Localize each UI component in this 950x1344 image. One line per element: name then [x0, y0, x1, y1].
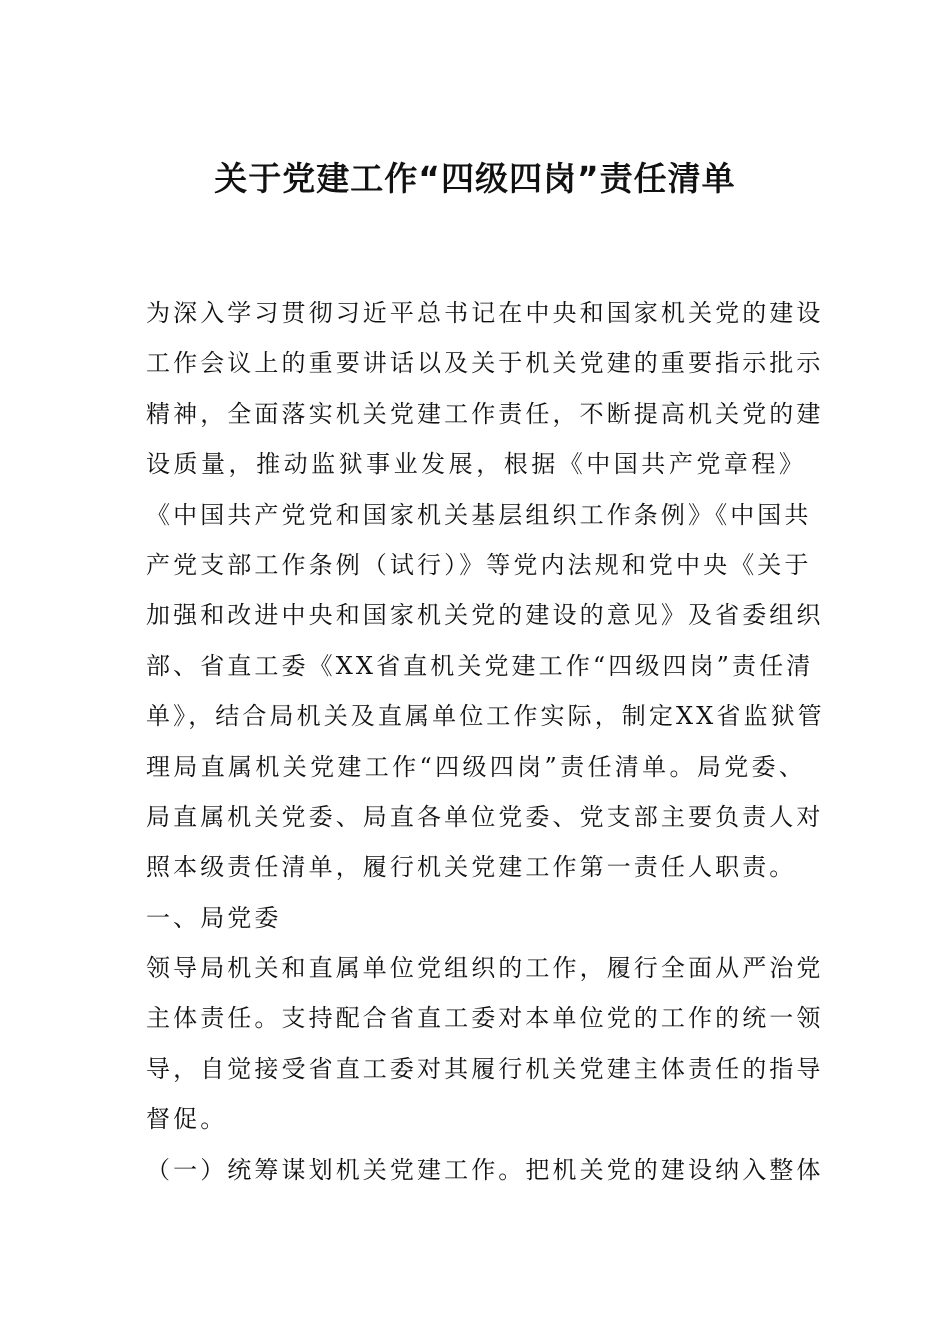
text-line-5: 《中国共产党党和国家机关基层组织工作条例》《中国共 — [146, 500, 812, 529]
text-line-10: 理局直属机关党建工作“四级四岗”责任清单。局党委、 — [146, 752, 806, 781]
text-line-9: 单》，结合局机关及直属单位工作实际，制定XX省监狱管 — [146, 702, 825, 731]
text-line-18: （一）统筹谋划机关党建工作。把机关党的建设纳入整体 — [146, 1155, 824, 1184]
text-line-17: 督促。 — [146, 1105, 228, 1134]
document-body — [146, 288, 825, 1195]
text-line-2: 工作会议上的重要讲话以及关于机关党建的重要指示批示 — [146, 349, 824, 378]
section-heading-1: 一、局党委 — [146, 903, 282, 932]
text-line-14: 领导局机关和直属单位党组织的工作，履行全面从严治党 — [146, 954, 824, 983]
text-line-16: 导，自觉接受省直工委对其履行机关党建主体责任的指导 — [146, 1054, 824, 1083]
text-line-1: 为深入学习贯彻习近平总书记在中央和国家机关党的建设 — [146, 299, 824, 327]
text-line-12: 照本级责任清单，履行机关党建工作第一责任人职责。 — [146, 853, 797, 882]
document-title: 关于党建工作“四级四岗”责任清单 — [214, 159, 736, 198]
text-line-4: 设质量，推动监狱事业发展，根据《中国共产党章程》 — [146, 450, 806, 479]
text-line-3: 精神，全面落实机关党建工作责任，不断提高机关党的建 — [146, 399, 824, 428]
text-line-8: 部、省直工委《XX省直机关党建工作“四级四岗”责任清 — [146, 651, 814, 680]
text-line-6: 产党支部工作条例（试行）》等党内法规和党中央《关于 — [146, 550, 812, 579]
text-line-11: 局直属机关党委、局直各单位党委、党支部主要负责人对 — [146, 802, 824, 831]
text-line-7: 加强和改进中央和国家机关党的建设的意见》及省委组织 — [146, 601, 824, 630]
text-line-15: 主体责任。支持配合省直工委对本单位党的工作的统一领 — [146, 1004, 824, 1033]
